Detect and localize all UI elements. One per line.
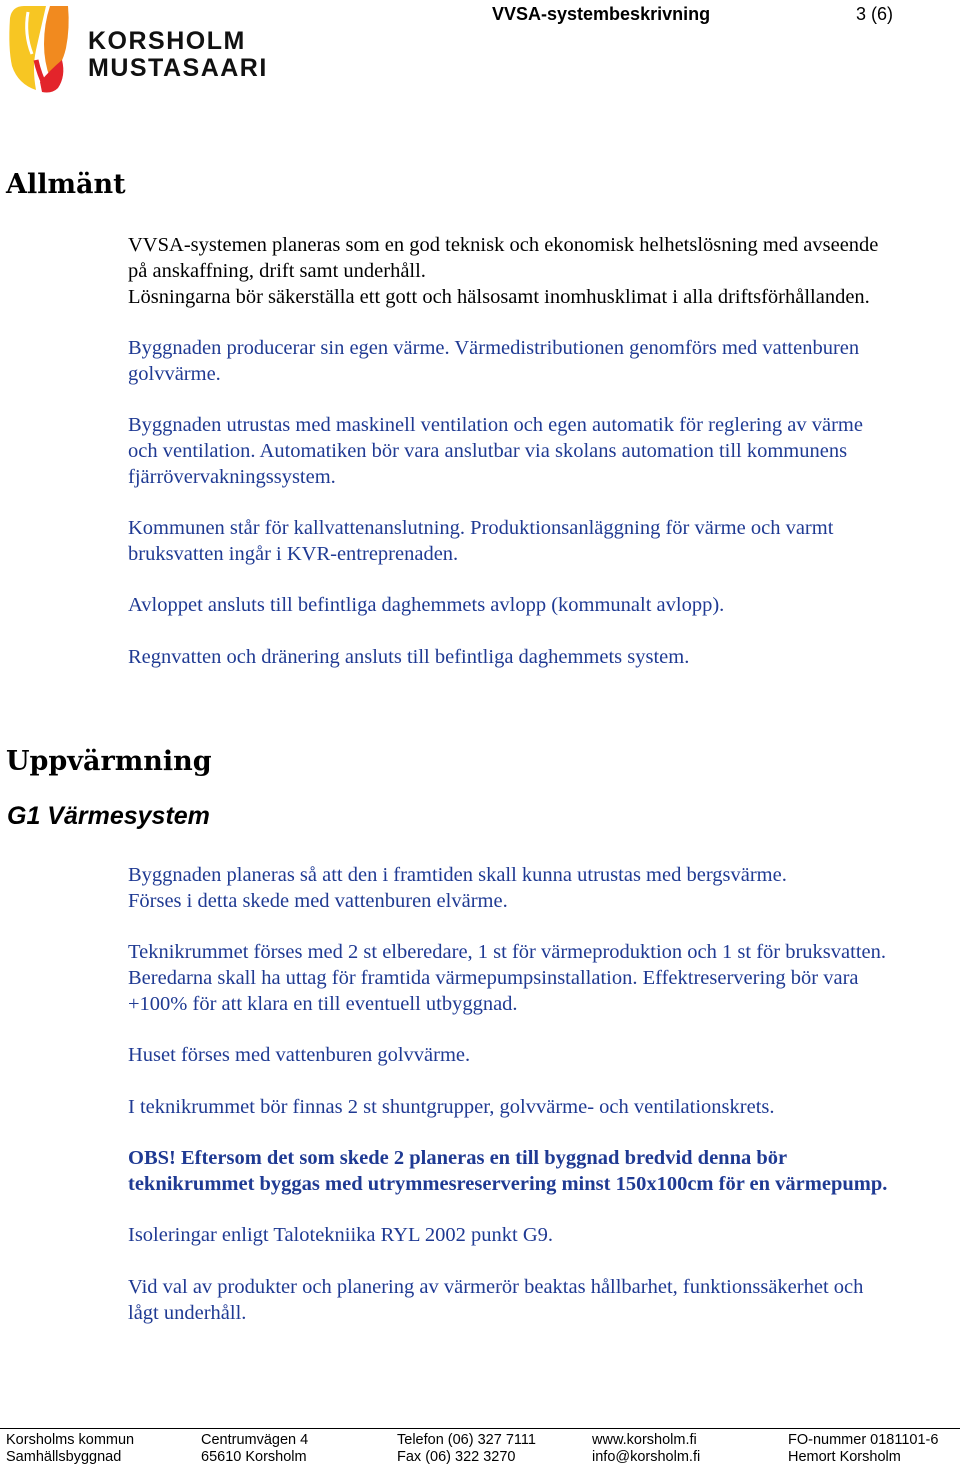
paragraph (128, 1095, 958, 1121)
text-line: fjärrövervakningssystem. (128, 465, 336, 488)
paragraph (128, 413, 958, 490)
text-line: I teknikrummet bör finnas 2 st shuntgrupper, golvvärme- och ventilationskrets. (128, 1096, 775, 1118)
footer-web (592, 1432, 700, 1466)
paragraph (128, 863, 958, 915)
korsholm-logo-mark (6, 4, 70, 94)
logo-line-2: MUSTASAARI (88, 54, 268, 82)
text-line: +100% för att klara en till eventuell utbyggnad. (128, 992, 518, 1015)
heading-uppvarmning: Uppvärmning (6, 746, 212, 777)
footer-line: Telefon (06) 327 7111 (397, 1432, 536, 1448)
paragraph (128, 1043, 958, 1069)
paragraph (128, 516, 958, 568)
footer-line: Centrumvägen 4 (201, 1432, 309, 1448)
footer-line: Samhällsbyggnad (6, 1449, 122, 1465)
paragraph (128, 1223, 958, 1249)
footer-line: 65610 Korsholm (201, 1449, 307, 1465)
text-line: Kommunen står för kallvattenanslutning. Produktionsanläggning för värme och varmt (128, 517, 834, 539)
text-line: Vid val av produkter och planering av värmerör beaktas hållbarhet, funktionssäkerhet och (128, 1276, 864, 1298)
text-line: på anskaffning, drift samt underhåll. (128, 259, 426, 282)
text-line: Avloppet ansluts till befintliga daghemmets avlopp (kommunalt avlopp). (128, 594, 725, 616)
paragraph (128, 593, 958, 619)
text-line: Byggnaden planeras så att den i framtiden skall kunna utrustas med bergsvärme. (128, 864, 787, 886)
footer-email-link[interactable]: info@korsholm.fi (592, 1449, 701, 1465)
logo-wordmark (88, 28, 268, 82)
paragraph (128, 940, 958, 1017)
text-line: Beredarna skall ha uttag för framtida värmepumpsinstallation. Effektreservering bör vara (128, 966, 859, 989)
text-line: Byggnaden producerar sin egen värme. Värmedistributionen genomförs med vattenburen (128, 337, 860, 359)
text-line: lågt underhåll. (128, 1301, 247, 1324)
footer-line: FO-nummer 0181101-6 (788, 1432, 939, 1448)
footer-registration (788, 1432, 938, 1466)
text-line: Regnvatten och dränering ansluts till befintliga daghemmets system. (128, 646, 690, 668)
text-line: och ventilation. Automatiken bör vara anslutbar via skolans automation till kommunens (128, 439, 848, 462)
page-number: 3 (6) (856, 4, 894, 24)
obs-notice (128, 1146, 958, 1198)
subheading-g1-varmesystem: G1 Värmesystem (7, 802, 210, 830)
footer-website-link[interactable]: www.korsholm.fi (592, 1432, 697, 1448)
paragraph (128, 1275, 958, 1327)
text-line: OBS! Eftersom det som skede 2 planeras en till byggnad bredvid denna bör (128, 1147, 788, 1169)
text-line: Byggnaden utrustas med maskinell ventilation och egen automatik för reglering av värme (128, 414, 863, 436)
text-line: golvvärme. (128, 362, 221, 385)
logo-line-1: KORSHOLM (88, 27, 246, 55)
text-line: teknikrummet byggas med utrymmesreservering minst 150x100cm för en värmepump. (128, 1172, 888, 1195)
logo (6, 4, 268, 96)
footer-phone (397, 1432, 536, 1466)
footer-line: Hemort Korsholm (788, 1449, 901, 1465)
text-line: Isoleringar enligt Talotekniika RYL 2002 punkt G9. (128, 1224, 554, 1246)
footer-line: Fax (06) 322 3270 (397, 1449, 516, 1465)
heading-allmant: Allmänt (6, 169, 126, 200)
text-line: Förses i detta skede med vattenburen elvärme. (128, 889, 508, 912)
text-line: VVSA-systemen planeras som en god teknisk och ekonomisk helhetslösning med avseende (128, 234, 879, 256)
paragraph (128, 233, 958, 310)
paragraph (128, 645, 958, 671)
paragraph (128, 336, 958, 388)
text-line: Huset förses med vattenburen golvvärme. (128, 1044, 471, 1066)
footer-organization (6, 1432, 134, 1466)
text-line: Lösningarna bör säkerställa ett gott och hälsosamt inomhusklimat i alla driftsförhållanden. (128, 285, 870, 308)
footer-line: Korsholms kommun (6, 1432, 135, 1448)
text-line: bruksvatten ingår i KVR-entreprenaden. (128, 542, 459, 565)
document-title: VVSA-systembeskrivning (492, 4, 711, 24)
footer-divider (0, 1428, 960, 1429)
text-line: Teknikrummet förses med 2 st elberedare, 1 st för värmeproduktion och 1 st för bruksvatten. (128, 941, 886, 963)
footer-address (201, 1432, 308, 1466)
